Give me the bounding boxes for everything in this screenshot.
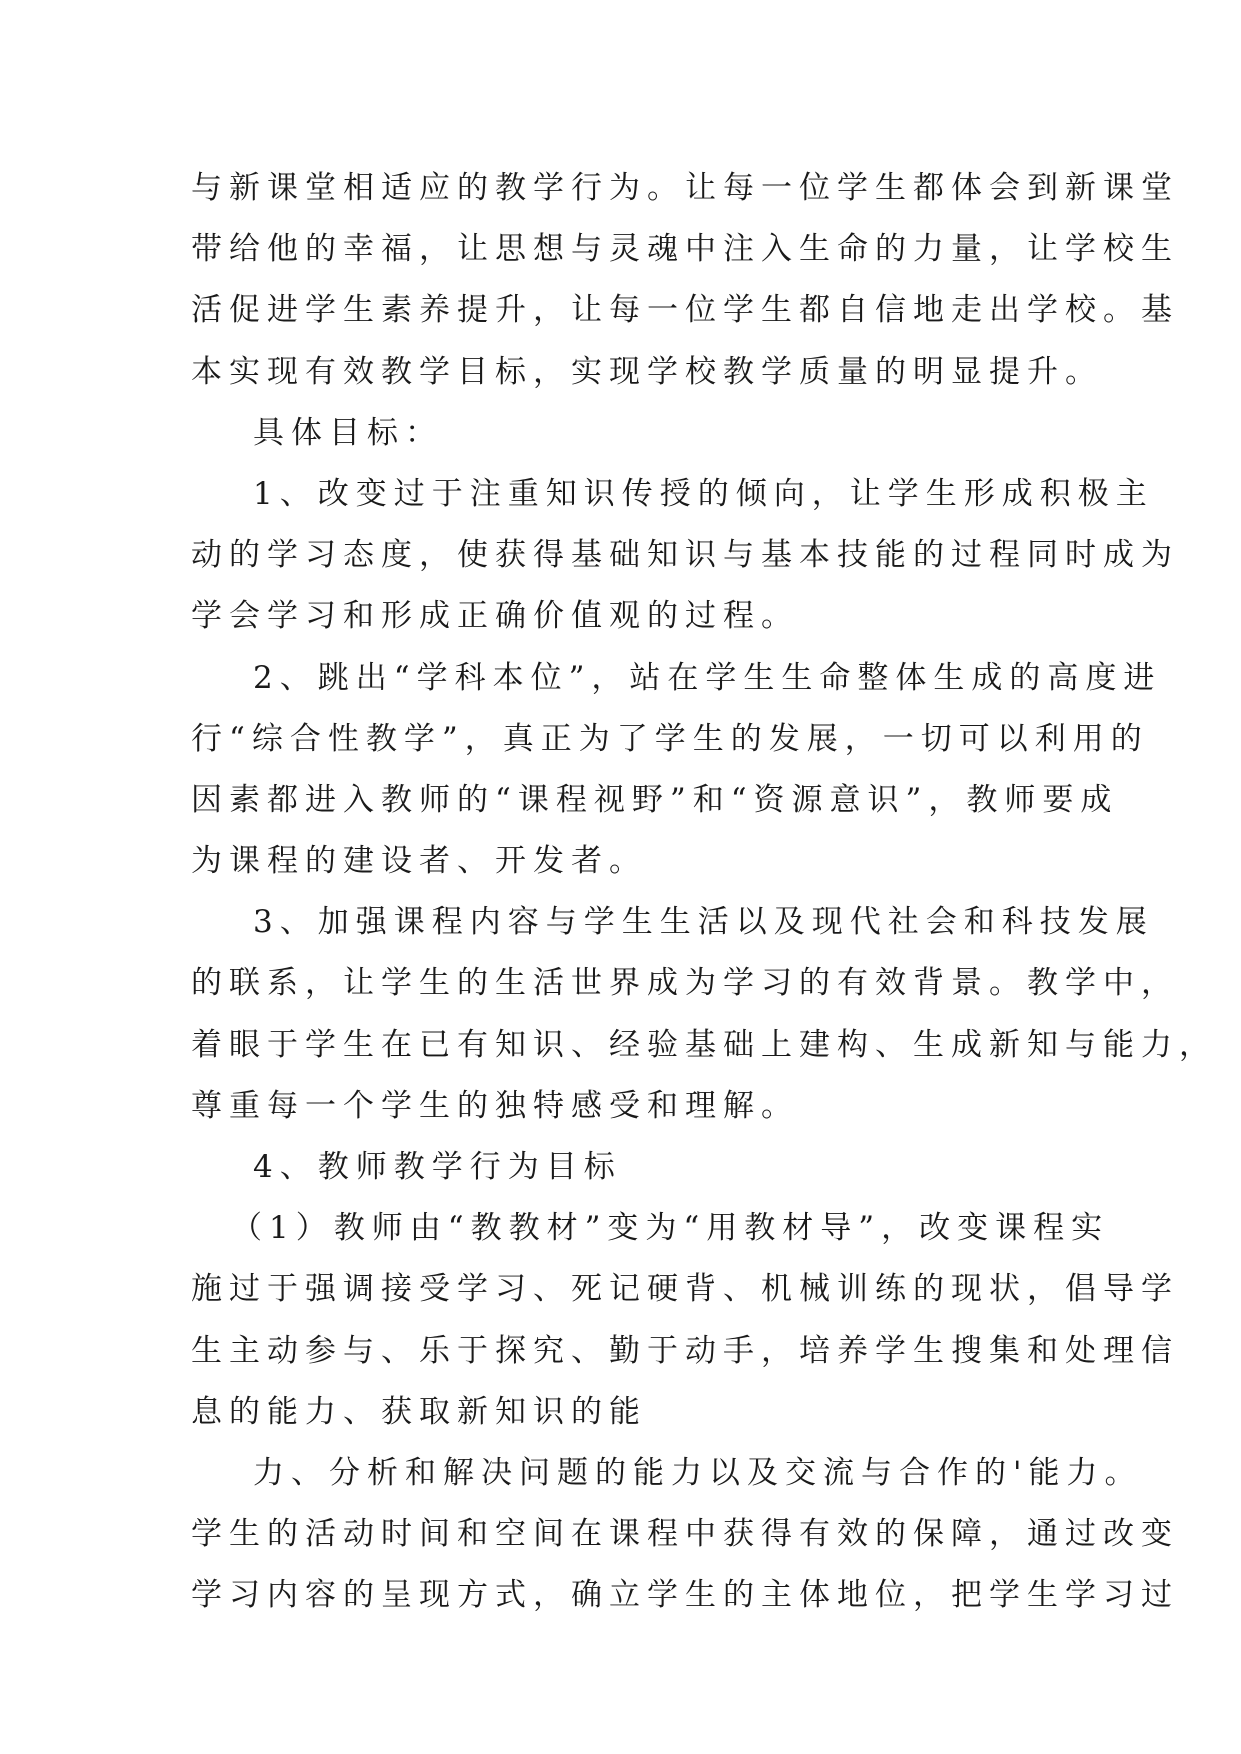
text-line: 与新课堂相适应的教学行为。让每一位学生都体会到新课堂 bbox=[191, 170, 1179, 206]
text-line: 生主动参与、乐于探究、勤于动手，培养学生搜集和处理信 bbox=[191, 1332, 1179, 1369]
text-line: 3、加强课程内容与学生生活以及现代社会和科技发展 bbox=[253, 904, 1154, 941]
text-line: 施过于强调接受学习、死记硬背、机械训练的现状，倡导学 bbox=[191, 1271, 1179, 1308]
text-line: 力、分析和解决问题的能力以及交流与合作的'能力。 bbox=[253, 1454, 1143, 1491]
text-line: 因素都进入教师的“课程视野”和“资源意识”，教师要成 bbox=[191, 781, 1119, 818]
text-line: 2、跳出“学科本位”，站在学生生命整体生成的高度进 bbox=[253, 659, 1162, 696]
text-line: 带给他的幸福，让思想与灵魂中注入生命的力量，让学校生 bbox=[191, 231, 1179, 268]
text-line: 息的能力、获取新知识的能 bbox=[191, 1393, 647, 1430]
text-line: 学习内容的呈现方式，确立学生的主体地位，把学生学习过 bbox=[191, 1577, 1179, 1614]
text-line: 活促进学生素养提升，让每一位学生都自信地走出学校。基 bbox=[191, 292, 1179, 329]
text-line: 学生的活动时间和空间在课程中获得有效的保障，通过改变 bbox=[191, 1516, 1179, 1553]
text-line: 本实现有效教学目标，实现学校教学质量的明显提升。 bbox=[191, 353, 1103, 390]
text-line: 尊重每一个学生的独特感受和理解。 bbox=[191, 1087, 799, 1124]
text-line: 行“综合性教学”，真正为了学生的发展，一切可以利用的 bbox=[191, 720, 1149, 757]
text-line: 着眼于学生在已有知识、经验基础上建构、生成新知与能力， bbox=[191, 1026, 1217, 1063]
text-line: 4、教师教学行为目标 bbox=[253, 1149, 622, 1185]
text-line: 为课程的建设者、开发者。 bbox=[191, 843, 647, 880]
document-body bbox=[191, 158, 1217, 1627]
text-line: （1）教师由“教教材”变为“用教材导”，改变课程实 bbox=[231, 1210, 1110, 1247]
text-line: 学会学习和形成正确价值观的过程。 bbox=[191, 598, 799, 635]
text-line: 动的学习态度，使获得基础知识与基本技能的过程同时成为 bbox=[191, 537, 1179, 574]
text-line: 1、改变过于注重知识传授的倾向，让学生形成积极主 bbox=[253, 475, 1154, 512]
text-line: 的联系，让学生的生活世界成为学习的有效背景。教学中， bbox=[191, 965, 1179, 1002]
section-heading: 具体目标： bbox=[253, 414, 443, 451]
